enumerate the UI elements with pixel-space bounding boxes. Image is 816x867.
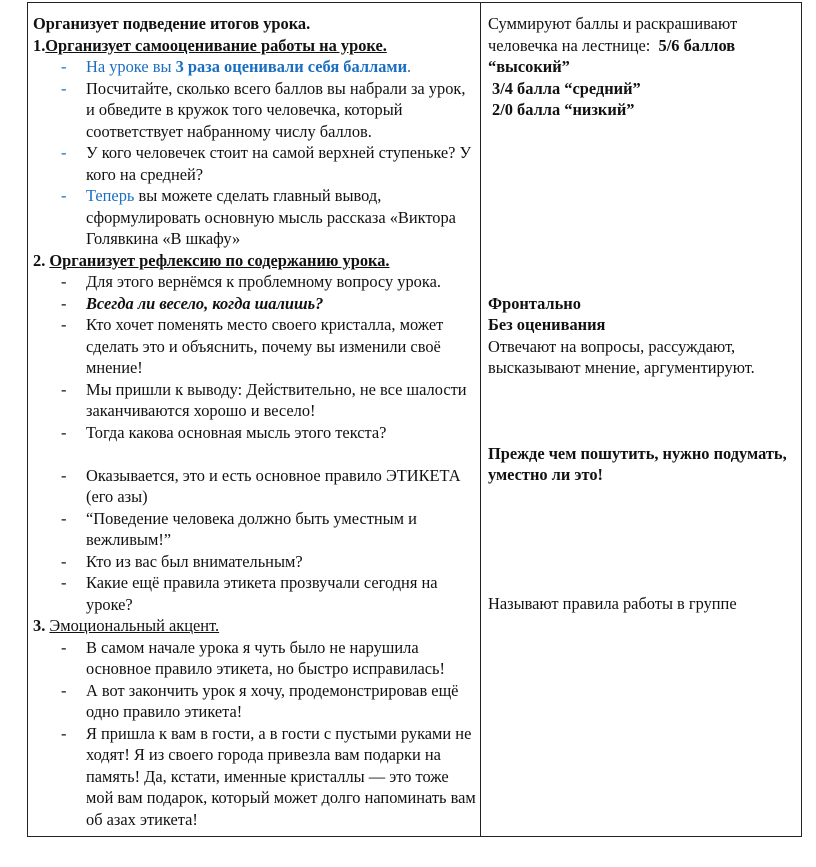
list-item bbox=[33, 551, 478, 573]
list-item bbox=[33, 56, 478, 78]
self-assessment-note bbox=[488, 13, 798, 78]
section-heading: Организует подведение итогов урока. bbox=[33, 14, 311, 33]
dash-bullet: - bbox=[61, 551, 67, 571]
list-item bbox=[33, 293, 478, 315]
list-item bbox=[33, 572, 478, 615]
item-bold-text: 3 раза оценивали себя баллами bbox=[175, 57, 408, 76]
list-item bbox=[33, 465, 478, 508]
section-3-title bbox=[33, 615, 478, 637]
level-medium: 3/4 балла “средний” bbox=[492, 78, 641, 98]
dash-bullet: - bbox=[61, 379, 67, 399]
item-text: Кто из вас был внимательным? bbox=[86, 551, 303, 571]
dash-bullet: - bbox=[61, 680, 67, 700]
item-text: Какие ещё правила этикета прозвучали сегодня на уроке? bbox=[86, 573, 438, 614]
lesson-table bbox=[27, 2, 802, 837]
dash-bullet: - bbox=[61, 573, 67, 592]
left-column bbox=[33, 13, 478, 830]
dash-bullet: - bbox=[61, 143, 67, 162]
list-item bbox=[33, 78, 478, 143]
dash-bullet: - bbox=[61, 186, 67, 205]
level-low: 2/0 балла “низкий” bbox=[492, 100, 635, 119]
section-1-title bbox=[33, 35, 478, 57]
dash-bullet: - bbox=[61, 723, 67, 743]
section-1-title-text: Организует самооценивание работы на уроке. bbox=[45, 35, 387, 55]
list-item bbox=[33, 723, 478, 831]
problem-question: Всегда ли весело, когда шалишь? bbox=[86, 293, 324, 313]
list-item bbox=[33, 508, 478, 551]
dash-bullet: - bbox=[61, 422, 67, 442]
frontal-label: Фронтально bbox=[488, 293, 581, 313]
item-text: В самом начале урока я чуть было не нарушила основное правило этикета, но быстро исправилась! bbox=[86, 637, 445, 678]
dash-bullet: - bbox=[61, 465, 67, 485]
dash-bullet: - bbox=[61, 637, 67, 657]
no-grading-label: Без оценивания bbox=[488, 315, 606, 334]
list-item bbox=[33, 680, 478, 723]
right-column bbox=[488, 13, 798, 614]
list-item bbox=[33, 271, 478, 293]
item-text: Кто хочет поменять место своего кристалла, может сделать это и объяснить, почему вы изменили своё мнение! bbox=[86, 315, 444, 377]
list-item bbox=[33, 185, 478, 250]
reflection-activity: Отвечают на вопросы, рассуждают, высказывают мнение, аргументируют. bbox=[488, 336, 755, 377]
list-item bbox=[33, 314, 478, 379]
item-text: Мы пришли к выводу: Действительно, не все шалости заканчиваются хорошо и весело! bbox=[86, 379, 467, 420]
dash-bullet: - bbox=[61, 78, 67, 98]
item-text: Я пришла к вам в гости, а в гости с пустыми руками не ходят! Я из своего города привезла вам подарки на память! Да, кстати, именные кристаллы — это тоже мой вам подарок, который может долго напоминать вам об азах этикета! bbox=[86, 723, 476, 829]
etiquette-rule: Прежде чем пошутить, нужно подумать, уместно ли это! bbox=[488, 443, 787, 484]
item-text: У кого человечек стоит на самой верхней ступеньке? У кого на средней? bbox=[86, 143, 472, 184]
dash-bullet: - bbox=[61, 315, 67, 334]
level-high: 5/6 баллов “высокий” bbox=[488, 35, 736, 76]
section-1-number: 1. bbox=[33, 35, 46, 55]
item-text: Оказывается, это и есть основное правило ЭТИКЕТА (его азы) bbox=[86, 465, 461, 506]
self-assessment-text: Суммируют баллы и раскрашивают человечка на лестнице: bbox=[488, 14, 738, 55]
section-2-title bbox=[33, 250, 478, 272]
item-text: Для этого вернёмся к проблемному вопросу урока. bbox=[86, 272, 441, 291]
list-item bbox=[33, 379, 478, 422]
list-item bbox=[33, 142, 478, 185]
dash-bullet: - bbox=[61, 272, 67, 291]
list-item bbox=[33, 422, 478, 444]
item-text: На уроке вы bbox=[86, 57, 176, 76]
item-text-accent: Теперь bbox=[86, 186, 135, 205]
section-2-number: 2. bbox=[33, 250, 50, 270]
list-item bbox=[33, 637, 478, 680]
item-text: Тогда какова основная мысль этого текста? bbox=[86, 422, 387, 442]
item-text: “Поведение человека должно быть уместным и вежливым!” bbox=[86, 508, 417, 549]
column-divider bbox=[480, 3, 481, 836]
section-2-title-text: Организует рефлексию по содержанию урока. bbox=[49, 250, 390, 270]
dash-bullet: - bbox=[61, 293, 67, 313]
dash-bullet: - bbox=[61, 57, 67, 76]
group-rules-note: Называют правила работы в группе bbox=[488, 593, 737, 613]
item-text-end: . bbox=[407, 57, 412, 76]
item-text: вы можете сделать главный вывод, сформулировать основную мысль рассказа «Виктора Голявкина «В шкафу» bbox=[86, 186, 456, 248]
dash-bullet: - bbox=[61, 508, 67, 528]
section-3-number: 3. bbox=[33, 616, 50, 635]
item-text: А вот закончить урок я хочу, продемонстрировав ещё одно правило этикета! bbox=[86, 680, 459, 721]
section-3-title-text: Эмоциональный акцент. bbox=[49, 616, 220, 635]
item-text: Посчитайте, сколько всего баллов вы набрали за урок, и обведите в кружок того человечка, который соответствует набранному числу баллов. bbox=[86, 78, 466, 141]
